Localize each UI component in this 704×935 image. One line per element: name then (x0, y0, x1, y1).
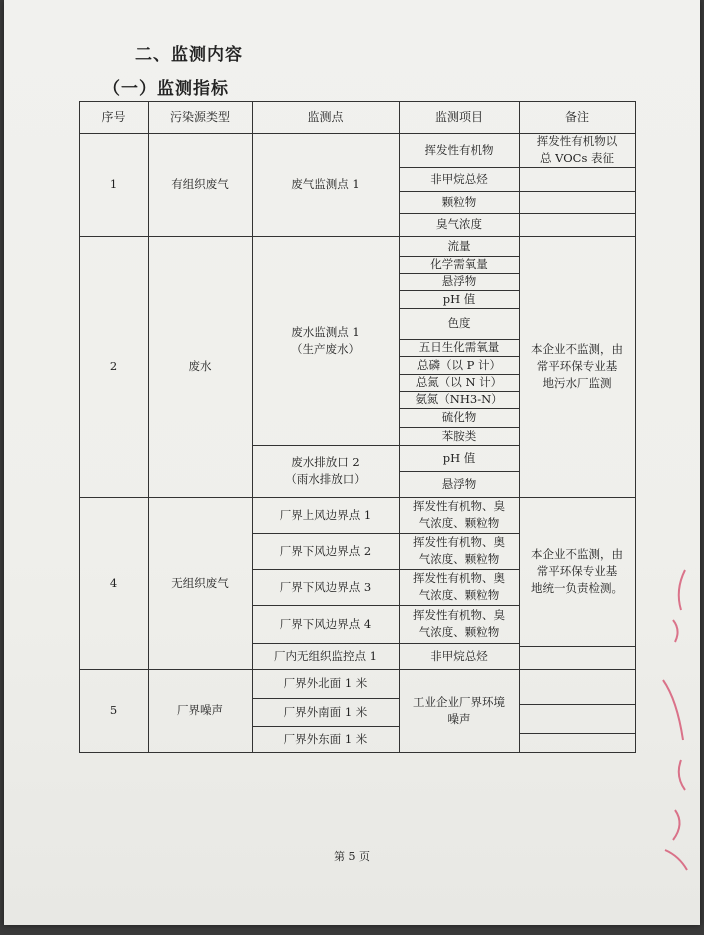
row4-item: 挥发性有机物、臭 气浓度、颗粒物 (413, 499, 505, 530)
header-monitoring-item: 监测项目 (434, 109, 483, 124)
row4-item: 非甲烷总烃 (430, 648, 488, 663)
row2-item: 苯胺类 (441, 428, 477, 443)
row1-item: 挥发性有机物 (424, 142, 494, 157)
red-seal-stamp (655, 560, 695, 880)
section-title: 二、监测内容 (135, 45, 243, 65)
row4-point: 厂界下风边界点 4 (279, 616, 372, 631)
row2-item: 色度 (447, 316, 471, 330)
row2-item: pH 值 (442, 291, 476, 306)
row2-item: 五日生化需氧量 (418, 340, 500, 354)
row1-item: 臭气浓度 (436, 217, 482, 231)
row4-item: 挥发性有机物、臭 气浓度、颗粒物 (413, 608, 505, 639)
row4-point: 厂界下风边界点 2 (279, 543, 372, 558)
row2-item: 流量 (447, 238, 471, 253)
row4-point: 厂界上风边界点 1 (279, 507, 372, 522)
row2-item: 总磷（以 P 计） (416, 357, 502, 372)
row5-item: 工业企业厂界环境 噪声 (413, 694, 505, 726)
row4-point: 厂内无组织监控点 1 (274, 648, 377, 663)
row4-note: 本企业不监测，由 常平环保专业基 地统一负责检测。 (531, 547, 623, 595)
row2-item2: 悬浮物 (441, 476, 477, 491)
row5-point: 厂界外东面 1 米 (283, 731, 368, 746)
row2-note: 本企业不监测，由 常平环保专业基 地污水厂监测 (531, 342, 623, 390)
row2-no: 2 (109, 359, 118, 373)
row1-item: 颗粒物 (441, 194, 477, 209)
row5-no: 5 (109, 703, 118, 717)
row2-item: 硫化物 (441, 410, 477, 424)
subsection-title: （一）监测指标 (103, 79, 229, 99)
row2-item: 悬浮物 (441, 274, 477, 288)
row1-note: 挥发性有机物以 总 VOCs 表征 (536, 134, 618, 165)
row4-point: 厂界下风边界点 3 (279, 579, 372, 594)
row5-point: 厂界外南面 1 米 (283, 704, 368, 719)
row5-type: 厂界噪声 (177, 703, 223, 717)
row1-no: 1 (109, 177, 118, 191)
header-no: 序号 (101, 109, 126, 124)
row2-item: 总氮（以 N 计） (415, 375, 503, 389)
row1-item: 非甲烷总烃 (430, 171, 488, 186)
row2-item: 氨氮（NH3-N） (415, 392, 503, 406)
row2-type: 废水 (188, 359, 212, 373)
header-monitoring-point: 监测点 (307, 109, 344, 124)
header-remark: 备注 (564, 109, 589, 124)
row2-item2: pH 值 (442, 450, 476, 465)
row4-item: 挥发性有机物、奥 气浓度、颗粒物 (413, 535, 505, 566)
row1-type: 有组织废气 (171, 177, 229, 191)
row2-point2: 废水排放口 2 （雨水排放口） (285, 455, 366, 486)
row2-point1: 废水监测点 1 （生产废水） (291, 324, 360, 356)
page-number: 第 5 页 (334, 850, 370, 863)
row2-item: 化学需氧量 (430, 257, 488, 271)
row4-type: 无组织废气 (171, 575, 229, 590)
row5-point: 厂界外北面 1 米 (283, 676, 368, 690)
header-source-type: 污染源类型 (169, 109, 230, 124)
row1-point: 废气监测点 1 (291, 177, 360, 191)
row4-no: 4 (109, 575, 118, 590)
row4-item: 挥发性有机物、奥 气浓度、颗粒物 (413, 571, 505, 602)
